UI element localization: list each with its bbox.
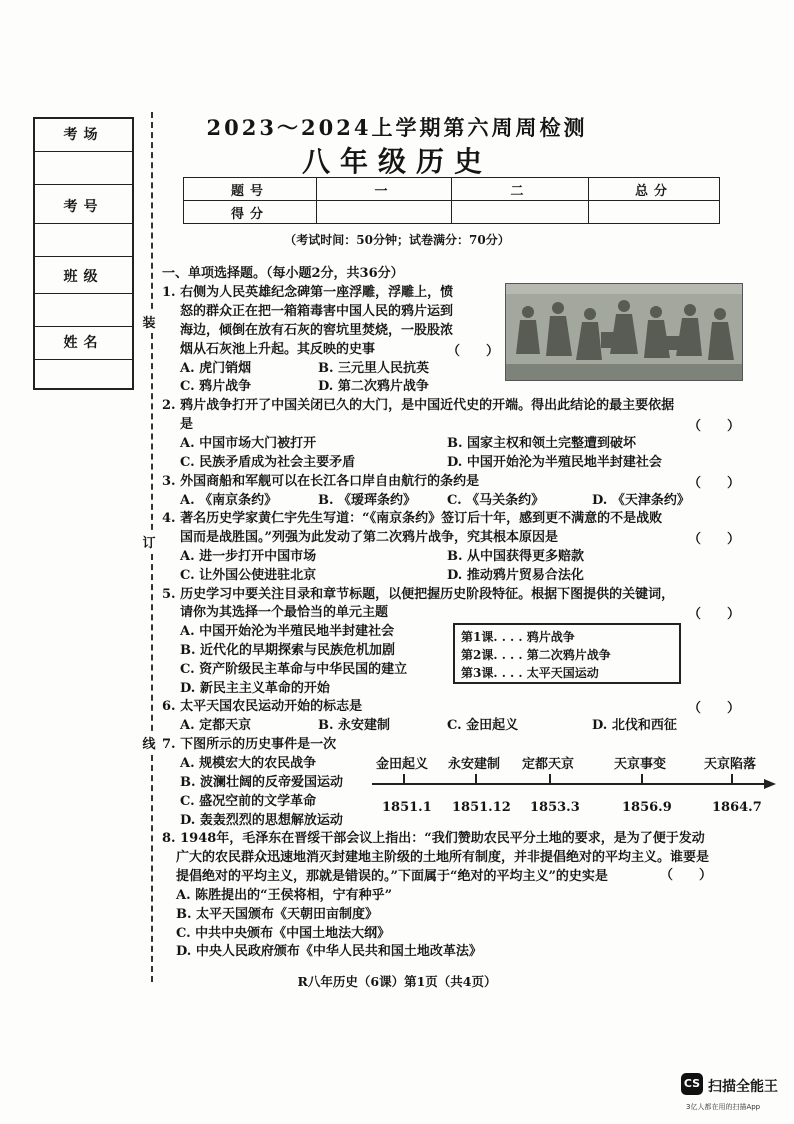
q1-line: 烟从石灰池上升起。其反映的史事 (180, 342, 376, 357)
timeline-date: 1853.3 (530, 800, 580, 815)
lesson-item: 第2课. . . . 第二次鸦片战争 (461, 648, 611, 662)
score-header-total: 总分 (589, 178, 720, 201)
q6-option: B. 永安建制 (318, 718, 391, 733)
q7-option: B. 波澜壮阔的反帝爱国运动 (180, 775, 344, 790)
score-cell-part2 (452, 201, 589, 224)
q5-option: B. 近代化的早期探索与民族危机加剧 (180, 643, 396, 658)
timeline-date: 1856.9 (622, 800, 672, 815)
q5-answer-paren[interactable]: （ ） (688, 607, 741, 622)
score-cell-part1 (317, 201, 452, 224)
q5-option: A. 中国开始沦为半殖民地半封建社会 (180, 624, 395, 639)
q5-option: C. 资产阶级民主革命与中华民国的建立 (180, 662, 408, 677)
q8-line: 提倡绝对的平均主义，那就是错误的。”下面属于“绝对的平均主义”的史实是 (176, 869, 608, 884)
lesson-list-box (453, 623, 681, 684)
score-header-part2: 二 (452, 178, 589, 201)
q8-option: A. 陈胜提出的“王侯将相，宁有种乎” (176, 888, 393, 903)
lesson-item: 第1课. . . . 鸦片战争 (461, 630, 575, 644)
timeline-date: 1851.1 (382, 800, 432, 815)
scanner-app-name: 扫描全能王 (708, 1079, 778, 1095)
q4-line: 国而是战胜国。”列强为此发动了第二次鸦片战争，究其根本原因是 (180, 530, 558, 545)
score-cell-total (589, 201, 720, 224)
q7-line: 7. 下图所示的历史事件是一次 (162, 737, 337, 752)
timeline-date: 1864.7 (712, 800, 762, 815)
q2-answer-paren[interactable]: （ ） (688, 419, 741, 434)
binding-mark-zhuang: 装 (140, 312, 158, 331)
lesson-item: 第3课. . . . 太平天国运动 (461, 666, 599, 680)
timeline-event: 永安建制 (448, 757, 501, 772)
binding-mark-ding: 订 (140, 532, 158, 551)
q7-option: D. 轰轰烈烈的思想解放运动 (180, 813, 343, 828)
q2-option: C. 民族矛盾成为社会主要矛盾 (180, 455, 356, 470)
timeline-event: 天京事变 (614, 757, 667, 772)
q3-option: D. 《天津条约》 (592, 493, 690, 508)
q3-answer-paren[interactable]: （ ） (688, 476, 741, 491)
q1-answer-paren[interactable]: （ ） (447, 344, 500, 359)
q1-option: B. 三元里人民抗英 (318, 361, 430, 376)
q2-line: 2. 鸦片战争打开了中国关闭已久的大门，是中国近代史的开端。得出此结论的最主要依据 (162, 398, 675, 413)
q1-option: A. 虎门销烟 (180, 361, 252, 376)
class-blank (35, 294, 132, 327)
q4-answer-paren[interactable]: （ ） (688, 532, 741, 547)
camscanner-logo-icon: CS (681, 1073, 703, 1095)
q5-line: 5. 历史学习中要关注目录和章节标题，以便把握历史阶段特征。根据下图提供的关键词， (162, 587, 675, 602)
name-label: 姓名 (35, 327, 132, 360)
q3-option: B. 《瑷珲条约》 (318, 493, 417, 508)
page-footer: R八年历史（6课）第1页（共4页） (297, 974, 497, 989)
q4-option: D. 推动鸦片贸易合法化 (447, 568, 584, 583)
q1-line: 怒的群众正在把一箱箱毒害中国人民的鸦片运到 (180, 304, 454, 319)
q4-option: C. 让外国公使进驻北京 (180, 568, 317, 583)
exam-note: （考试时间：50分钟；试卷满分：70分） (284, 233, 510, 247)
q6-line: 6. 太平天国农民运动开始的标志是 (162, 699, 363, 714)
q6-option: C. 金田起义 (447, 718, 519, 733)
q4-line: 4. 著名历史学家黄仁宇先生写道：“《南京条约》签订后十年，感到更不满意的不是战败 (162, 511, 663, 526)
q8-option: B. 太平天国颁布《天朝田亩制度》 (176, 907, 379, 922)
q2-option: B. 国家主权和领土完整遭到破坏 (447, 436, 637, 451)
q5-option: D. 新民主主义革命的开始 (180, 681, 330, 696)
q4-option: A. 进一步打开中国市场 (180, 549, 317, 564)
q1-option: D. 第二次鸦片战争 (318, 379, 429, 394)
q1-line: 1. 右侧为人民英雄纪念碑第一座浮雕，浮雕上，愤 (162, 285, 454, 300)
score-header-qnum: 题号 (184, 178, 317, 201)
subject-title: 八年级历史 (301, 145, 492, 178)
q6-answer-paren[interactable]: （ ） (688, 701, 741, 716)
exam-title: 2023～2024上学期第六周周检测 (206, 115, 588, 140)
timeline-date: 1851.12 (452, 800, 511, 815)
timeline-event: 定都天京 (522, 757, 575, 772)
q8-line: 广大的农民群众迅速地消灭封建地主阶级的土地所有制度，并非提倡绝对的平均主义。谁要是 (176, 850, 710, 865)
section-heading: 一、单项选择题。（每小题2分，共36分） (162, 266, 404, 281)
timeline-event: 天京陷落 (704, 757, 757, 772)
q2-line: 是 (180, 417, 194, 432)
score-header-part1: 一 (317, 178, 452, 201)
q2-option: D. 中国开始沦为半殖民地半封建社会 (447, 455, 662, 470)
binding-mark-xian: 线 (140, 733, 158, 752)
q1-option: C. 鸦片战争 (180, 379, 252, 394)
q6-option: D. 北伐和西征 (592, 718, 677, 733)
q8-line: 8. 1948年，毛泽东在晋绥干部会议上指出：“我们赞助农民平分土地的要求，是为了便于发动 (162, 831, 705, 846)
q1-line: 海边，倾倒在放有石灰的窖坑里焚烧，一股股浓 (180, 323, 454, 338)
class-label: 班级 (35, 261, 132, 294)
q8-answer-paren[interactable]: （ ） (660, 868, 713, 883)
exam-room-label: 考场 (35, 119, 132, 152)
q7-option: C. 盛况空前的文学革命 (180, 794, 317, 809)
q4-option: B. 从中国获得更多赔款 (447, 549, 585, 564)
q8-option: D. 中央人民政府颁布《中华人民共和国土地改革法》 (176, 944, 482, 959)
q8-option: C. 中共中央颁布《中国土地法大纲》 (176, 926, 391, 941)
q3-line: 3. 外国商船和军舰可以在长江各口岸自由航行的条约是 (162, 474, 480, 489)
q7-option: A. 规模宏大的农民战争 (180, 756, 317, 771)
exam-number-label: 考号 (35, 191, 132, 224)
scanner-tagline: 3亿人都在用的扫描App (686, 1103, 761, 1111)
score-row-label: 得分 (184, 201, 317, 224)
q3-option: A. 《南京条约》 (180, 493, 278, 508)
timeline-labels (370, 752, 780, 822)
name-blank (35, 360, 132, 393)
score-table (183, 177, 720, 224)
q5-line: 请你为其选择一个最恰当的单元主题 (180, 605, 389, 620)
monument-relief-image (505, 283, 743, 381)
q2-option: A. 中国市场大门被打开 (180, 436, 317, 451)
q6-option: A. 定都天京 (180, 718, 252, 733)
q3-option: C. 《马关条约》 (447, 493, 545, 508)
timeline-event: 金田起义 (376, 757, 429, 772)
